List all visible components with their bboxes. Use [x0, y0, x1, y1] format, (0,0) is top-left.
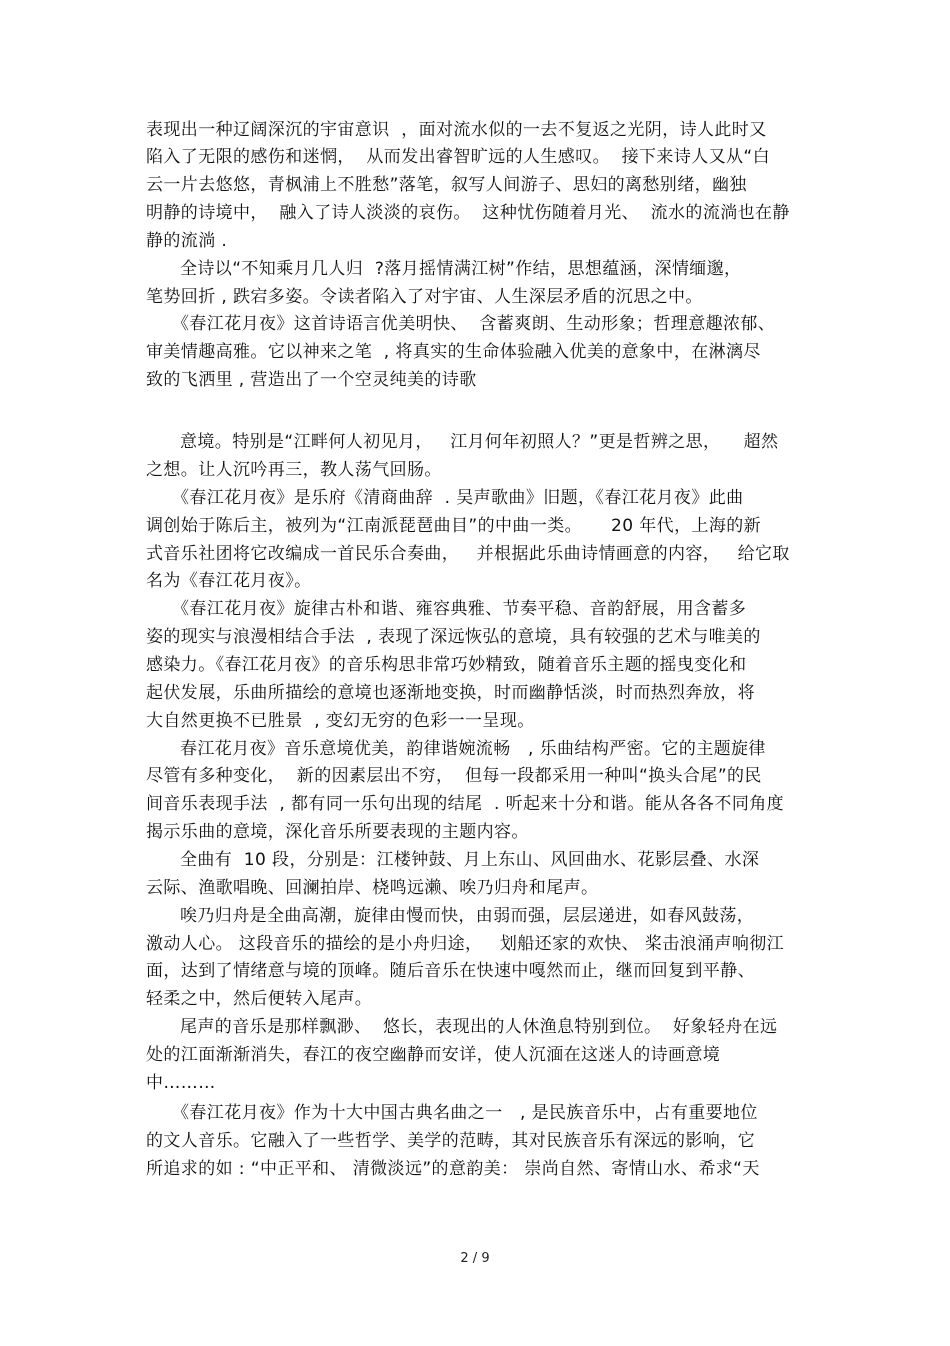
text-line: 起伏发展，乐曲所描绘的意境也逐渐地变换，时而幽静恬淡，时而热烈奔放，将 — [146, 683, 755, 703]
text-line: 《春江花月夜》是乐府《清商曲辞 . 吴声歌曲》旧题，《春江花月夜》此曲 — [172, 488, 744, 508]
text-line: 调创始于陈后主，被列为“江南派琵琶曲目”的中曲一类。 20 年代，上海的新 — [146, 516, 762, 536]
text-line: 《春江花月夜》旋律古朴和谐、雍容典雅、节奏平稳、音韵舒展，用含蓄多 — [172, 599, 747, 619]
text-line: 云际、渔歌唱晚、回澜拍岸、桡鸣远濑、唉乃归舟和尾声。 — [146, 878, 599, 898]
text-line: 《春江花月夜》这首诗语言优美明快、 含蓄爽朗、生动形象；哲理意趣浓郁、 — [172, 314, 776, 334]
text-line: 处的江面渐渐消失，春江的夜空幽静而安详，使人沉湎在这迷人的诗画意境 — [146, 1045, 721, 1065]
text-line: 云一片去悠悠，青枫浦上不胜愁”落笔，叙写人间游子、思妇的离愁别绪，幽独 — [146, 175, 747, 195]
text-line: 激动人心。 这段音乐的描绘的是小舟归途， 划船还家的欢快、 桨击浪涌声响彻江 — [146, 934, 785, 954]
text-line: 春江花月夜》音乐意境优美，韵律谐婉流畅 , 乐曲结构严密。它的主题旋律 — [180, 739, 766, 759]
text-line: 唉乃归舟是全曲高潮，旋律由慢而快，由弱而强，层层递进，如春风鼓荡， — [180, 906, 755, 926]
text-line: 致的飞洒里 , 营造出了一个空灵纯美的诗歌 — [146, 370, 477, 390]
text-line: 明静的诗境中， 融入了诗人淡淡的哀伤。 这种忧伤随着月光、 流水的流淌也在静 — [146, 203, 790, 223]
text-line: 面，达到了情绪意与境的顶峰。随后音乐在快速中嘎然而止，继而回复到平静、 — [146, 961, 755, 981]
text-line: 陷入了无限的感伤和迷惘， 从而发出睿智旷远的人生感叹。 接下来诗人又从“白 — [146, 147, 771, 167]
text-line: 大自然更换不已胜景 , 变幻无穷的色彩一一呈现。 — [146, 711, 535, 731]
page-number: 2 / 9 — [460, 1251, 490, 1266]
text-line: 间音乐表现手法 , 都有同一乐句出现的结尾 . 听起来十分和谐。能从各各不同角度 — [146, 794, 785, 814]
text-line: 所追求的如 : “中正平和、 清微淡远”的意韵美： 崇尚自然、寄情山水、希求“天 — [146, 1159, 760, 1179]
text-line: 尾声的音乐是那样飘渺、 悠长，表现出的人休渔息特别到位。 好象轻舟在远 — [180, 1017, 778, 1037]
text-line: 《春江花月夜》作为十大中国古典名曲之一 , 是民族音乐中，占有重要地位 — [172, 1103, 758, 1123]
text-line: 全诗以“不知乘月几人归 ?落月摇情满江树”作结，思想蕴涵，深情缅邈， — [180, 259, 742, 279]
text-line: 表现出一种辽阔深沉的宇宙意识 ，面对流水似的一去不复返之光阴，诗人此时又 — [146, 120, 767, 140]
text-line: 意境。特别是“江畔何人初见月， 江月何年初照人？”更是哲辨之思， 超然 — [180, 432, 779, 452]
text-line: 揭示乐曲的意境，深化音乐所要表现的主题内容。 — [146, 822, 529, 842]
text-line: 感染力。《春江花月夜》的音乐构思非常巧妙精致，随着音乐主题的摇曳变化和 — [146, 655, 747, 675]
text-line: 名为《春江花月夜》。 — [146, 571, 312, 591]
text-line: 中……… — [146, 1073, 216, 1093]
text-line: 之想。让人沉吟再三，教人荡气回肠。 — [146, 460, 442, 480]
text-line: 全曲有 10 段，分别是：江楼钟鼓、月上东山、风回曲水、花影层叠、水深 — [180, 850, 760, 870]
text-line: 轻柔之中，然后便转入尾声。 — [146, 989, 373, 1009]
text-line: 姿的现实与浪漫相结合手法 , 表现了深远恢弘的意境，具有较强的艺术与唯美的 — [146, 627, 761, 647]
text-line: 尽管有多种变化， 新的因素层出不穷， 但每一段都采用一种叫“换头合尾”的民 — [146, 766, 762, 786]
text-line: 的文人音乐。它融入了一些哲学、美学的范畴，其对民族音乐有深远的影响，它 — [146, 1131, 755, 1151]
text-line: 笔势回折 , 跌宕多姿。令读者陷入了对宇宙、人生深层矛盾的沉思之中。 — [146, 287, 703, 307]
text-line: 静的流淌 . — [146, 231, 228, 251]
text-line: 式音乐社团将它改编成一首民乐合奏曲， 并根据此乐曲诗情画意的内容， 给它取 — [146, 544, 790, 564]
text-line: 审美情趣高雅。它以神来之笔 , 将真实的生命体验融入优美的意象中，在淋漓尽 — [146, 342, 761, 362]
